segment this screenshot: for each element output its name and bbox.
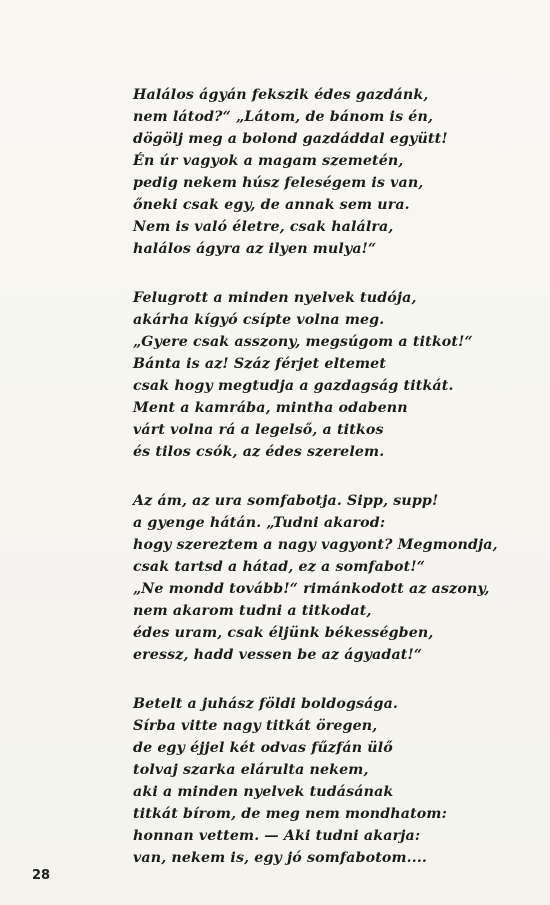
poem-line: de egy éjjel két odvas fűzfán ülő (133, 740, 393, 756)
poem-line: titkát bírom, de meg nem mondhatom: (133, 806, 447, 822)
stanza-3 (133, 490, 498, 666)
poem-line: „Ne mondd tovább!“ rimánkodott az aszony, (133, 581, 490, 597)
poem-line: honnan vettem. — Aki tudni akarja: (133, 828, 421, 844)
poem-line: csak tartsd a hátad, ez a somfabot!“ (133, 559, 426, 575)
stanza-4 (133, 693, 453, 869)
poem-line: Sírba vitte nagy titkát öregen, (133, 718, 378, 734)
poem-line: Én úr vagyok a magam szemetén, (133, 153, 404, 169)
poem-line: édes uram, csak éljünk békességben, (133, 625, 434, 641)
poem-line: és tilos csók, az édes szerelem. (133, 444, 385, 460)
stanza-1 (133, 84, 453, 260)
poem-line: Az ám, az ura somfabotja. Sipp, supp! (133, 493, 439, 509)
poem-line: eressz, hadd vessen be az ágyadat!“ (133, 647, 423, 663)
poem-line: aki a minden nyelvek tudásának (133, 784, 394, 800)
poem-line: nem látod?“ „Látom, de bánom is én, (133, 109, 434, 125)
poem-line: várt volna rá a legelső, a titkos (133, 422, 384, 438)
poem-line: pedig nekem húsz feleségem is van, (133, 175, 424, 191)
stanza-2 (133, 287, 473, 463)
poem-line: tolvaj szarka elárulta nekem, (133, 762, 369, 778)
poem-line: csak hogy megtudja a gazdagság titkát. (133, 378, 454, 394)
poem-line: halálos ágyra az ilyen mulya!“ (133, 241, 377, 257)
poem-line: nem akarom tudni a titkodat, (133, 603, 372, 619)
poem-line: dögölj meg a bolond gazdáddal együtt! (133, 131, 448, 147)
poem-line: őneki csak egy, de annak sem ura. (133, 197, 410, 213)
poem-line: Nem is való életre, csak halálra, (133, 219, 394, 235)
poem-line: „Gyere csak asszony, megsúgom a titkot!“ (133, 334, 473, 350)
poem-line: Felugrott a minden nyelvek tudója, (133, 290, 417, 306)
poem-line: Betelt a juhász földi boldogsága. (133, 696, 399, 712)
poem-line: van, nekem is, egy jó somfabotom.... (133, 850, 428, 866)
poem (133, 84, 498, 896)
poem-line: Ment a kamrába, mintha odabenn (133, 400, 408, 416)
page-number: 28 (32, 868, 51, 883)
poem-line: hogy szereztem a nagy vagyont? Megmondja, (133, 537, 498, 553)
poem-line: Bánta is az! Száz férjet eltemet (133, 356, 387, 372)
poem-line: Halálos ágyán fekszik édes gazdánk, (133, 87, 429, 103)
poem-line: akárha kígyó csípte volna meg. (133, 312, 385, 328)
poem-line: a gyenge hátán. „Tudni akarod: (133, 515, 386, 531)
